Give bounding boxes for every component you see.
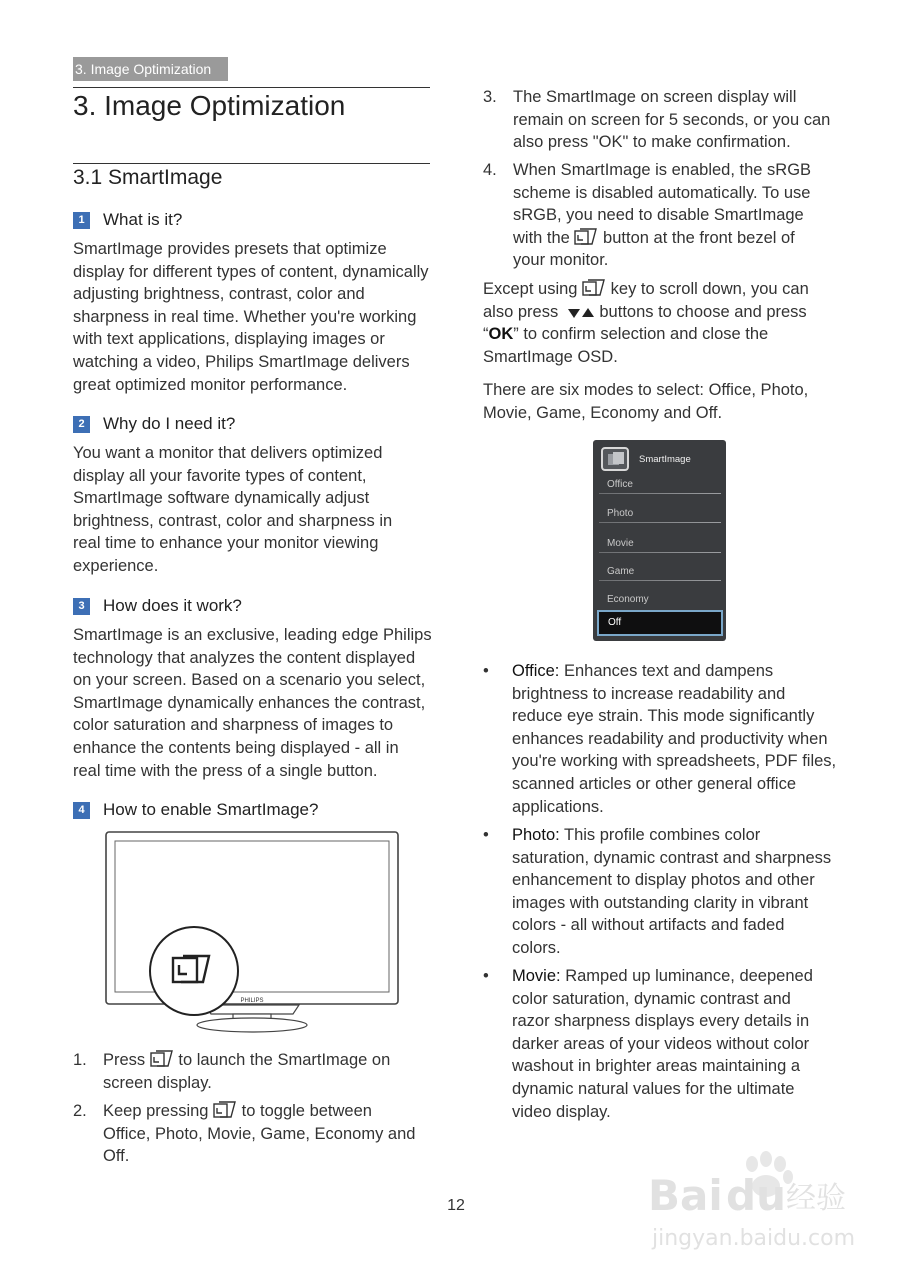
bullet-text: brightness to increase readability and <box>512 684 786 703</box>
monitor-illustration <box>105 830 399 1035</box>
osd-item-label: Economy <box>607 594 649 605</box>
up-arrow-icon <box>581 307 595 319</box>
osd-item-label: Office <box>607 479 633 490</box>
osd-item-game[interactable] <box>599 566 721 577</box>
smartimage-icon <box>574 228 598 245</box>
text-span: Except using <box>483 280 578 298</box>
number-badge: 2 <box>73 416 90 433</box>
step-text: Off. <box>103 1147 130 1166</box>
text-line: You want a monitor that delivers optimized <box>73 444 383 462</box>
bullet-text: applications. <box>512 797 604 816</box>
bullet-text: scanned articles or other general office <box>512 774 797 793</box>
text-line: brightness, contrast, color and sharpness in <box>73 511 393 530</box>
bullet-text: colors - all without artifacts and faded <box>512 916 785 935</box>
bullet-text: images with outstanding clarity in vibrant <box>512 893 809 912</box>
osd-item-off-selected[interactable]: Off <box>597 610 723 636</box>
step-number: 3. <box>483 88 497 106</box>
smartimage-logo-icon <box>601 447 629 471</box>
text-line: real time to enhance your monitor viewing <box>73 534 379 553</box>
subsection-3-heading <box>73 596 242 616</box>
subsection-2-heading <box>73 414 235 434</box>
modes-paragraph <box>483 379 853 424</box>
step-number: 4. <box>483 161 497 179</box>
text-line: Movie, Game, Economy and Off. <box>483 403 723 422</box>
bullet-text: razor sharpness displays every details in <box>512 1012 810 1031</box>
step-4 <box>483 159 853 272</box>
text-span: buttons to choose and press <box>594 302 807 321</box>
text-line <box>483 301 853 324</box>
bullet-text: enhances readability and productivity when <box>512 729 828 748</box>
step-text: your monitor. <box>513 251 609 270</box>
osd-header <box>601 447 691 471</box>
subsection-4-heading <box>73 800 318 820</box>
osd-item-office[interactable] <box>599 479 721 490</box>
step-text: sRGB, you need to disable SmartImage <box>513 206 804 225</box>
osd-title: SmartImage <box>639 453 691 465</box>
number-badge: 1 <box>73 212 90 229</box>
bullet-label: Movie: <box>512 967 561 985</box>
subsection-heading-text: Why do I need it? <box>103 414 236 433</box>
step-number: 1. <box>73 1051 87 1069</box>
bullet-text: video display. <box>512 1102 611 1121</box>
watermark-brand2: du <box>726 1171 786 1220</box>
text-line: SmartImage dynamically enhances the contrast, <box>73 693 426 712</box>
watermark-url: jingyan.baidu.com <box>652 1226 856 1251</box>
smartimage-icon <box>582 279 606 296</box>
subsection-1-heading <box>73 210 182 230</box>
ok-key-label: OK <box>488 325 514 344</box>
except-paragraph <box>483 278 853 368</box>
section-title: 3.1 SmartImage <box>73 166 223 189</box>
step-1 <box>73 1049 433 1094</box>
step-text: button at the front bezel of <box>598 228 795 247</box>
osd-item-label: Game <box>607 566 635 577</box>
bullet-text: washout in brighter areas maintaining a <box>512 1057 801 1076</box>
osd-item-label: Photo <box>607 508 634 519</box>
text-span: also press <box>483 302 559 321</box>
osd-item-label: Movie <box>607 538 634 549</box>
text-line: watching a video, Philips SmartImage delivers <box>73 352 410 371</box>
step-2 <box>73 1100 433 1168</box>
text-line: SmartImage OSD. <box>483 347 618 366</box>
step-text: remain on screen for 5 seconds, or you can <box>513 110 831 129</box>
text-line: display all your favorite types of content, <box>73 466 367 485</box>
text-line: with text applications, displaying images or <box>73 330 385 349</box>
bullet-label: Office: <box>512 662 560 680</box>
bullet-text: Enhances text and dampens <box>559 662 774 680</box>
bullet-text: color saturation, dynamic contrast and <box>512 989 791 1008</box>
watermark-brand: Bai <box>648 1171 723 1220</box>
subsection-2-body <box>73 442 438 578</box>
step-text: also press "OK" to make confirmation. <box>513 133 791 152</box>
bullet-office <box>483 660 843 818</box>
monitor-brand: PHILIPS <box>240 998 264 1004</box>
step-number: 2. <box>73 1102 87 1120</box>
step-text: scheme is disabled automatically. To use <box>513 183 811 202</box>
text-line: great optimized monitor performance. <box>73 375 348 394</box>
step-text: to toggle between <box>237 1102 372 1120</box>
smartimage-osd-menu <box>593 440 726 641</box>
bullet-text: Ramped up luminance, deepened <box>560 967 813 985</box>
section-rule <box>73 163 430 164</box>
bullet-text: enhancement to display photos and other <box>512 871 815 890</box>
step-text: Press <box>103 1051 146 1069</box>
text-line: display for different types of content, dynamically <box>73 262 429 281</box>
text-line: color saturation and sharpness of images to <box>73 716 394 735</box>
text-line: experience. <box>73 556 159 575</box>
smartimage-icon <box>150 1050 174 1067</box>
smartimage-icon <box>213 1101 237 1118</box>
step-text: Office, Photo, Movie, Game, Economy and <box>103 1124 416 1143</box>
bullet-text: saturation, dynamic contrast and sharpness <box>512 848 832 867</box>
text-line: technology that analyzes the content displayed <box>73 648 416 667</box>
watermark-cn: 经验 <box>786 1181 846 1216</box>
bullet-dot: • <box>483 967 489 985</box>
text-span: key to scroll down, you can <box>606 280 809 298</box>
text-line: on your screen. Based on a scenario you select, <box>73 671 426 690</box>
step-text: screen display. <box>103 1073 212 1092</box>
bullet-text: darker areas of your videos without color <box>512 1034 810 1053</box>
bullet-text: colors. <box>512 938 561 957</box>
number-badge: 3 <box>73 598 90 615</box>
text-line: SmartImage is an exclusive, leading edge Philips <box>73 626 432 644</box>
text-line: adjusting brightness, contrast, color and <box>73 285 365 304</box>
bullet-text: dynamic natural values for the ultimate <box>512 1079 795 1098</box>
bullet-label: Photo: <box>512 826 560 844</box>
step-text: When SmartImage is enabled, the sRGB <box>513 161 812 179</box>
down-arrow-icon <box>567 307 581 319</box>
step-text: with the <box>513 228 570 247</box>
step-text: Keep pressing <box>103 1102 209 1120</box>
page-title: 3. Image Optimization <box>73 90 346 121</box>
step-text: The SmartImage on screen display will <box>513 88 797 106</box>
text-line: enhance the contents being displayed - all in <box>73 738 399 757</box>
osd-item-economy[interactable] <box>599 594 721 605</box>
osd-item-movie[interactable] <box>599 538 721 549</box>
bullet-text: This profile combines color <box>559 826 761 844</box>
bullet-photo <box>483 824 843 960</box>
header-rule <box>73 87 430 88</box>
text-line <box>483 323 853 346</box>
bullet-text: you're working with spreadsheets, PDF files, <box>512 752 837 771</box>
text-line: real time with the press of a single button. <box>73 761 378 780</box>
step-text: to launch the SmartImage on <box>173 1051 391 1069</box>
text-line <box>483 278 853 301</box>
text-line: sharpness in real time. Whether you're working <box>73 307 417 326</box>
subsection-heading-text: How to enable SmartImage? <box>103 800 319 819</box>
page-number: 12 <box>447 1197 465 1214</box>
osd-item-photo[interactable] <box>599 508 721 519</box>
step-3 <box>483 86 853 154</box>
text-line: SmartImage software dynamically adjust <box>73 489 370 508</box>
text-span: “ <box>483 325 489 344</box>
subsection-heading-text: What is it? <box>103 210 183 229</box>
text-line: There are six modes to select: Office, Photo, <box>483 381 809 399</box>
subsection-1-body <box>73 238 438 396</box>
text-span: ” to confirm selection and close the <box>513 325 769 344</box>
bullet-text: reduce eye strain. This mode significantly <box>512 707 815 726</box>
header-tab: 3. Image Optimization <box>73 57 228 81</box>
subsection-heading-text: How does it work? <box>103 596 242 615</box>
bullet-movie <box>483 965 843 1123</box>
number-badge: 4 <box>73 802 90 819</box>
subsection-3-body <box>73 624 438 782</box>
bullet-dot: • <box>483 662 489 680</box>
baidu-jingyan-watermark <box>648 1150 863 1265</box>
bullet-dot: • <box>483 826 489 844</box>
text-line: SmartImage provides presets that optimize <box>73 240 387 258</box>
